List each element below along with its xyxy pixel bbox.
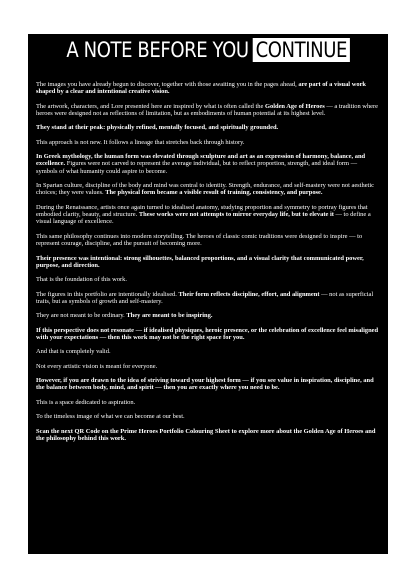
paragraph	[36, 139, 380, 146]
page-title	[53, 34, 363, 66]
text-run: The images you have already begun to discover, together with those awaiting you in the pages ahead,	[36, 81, 299, 88]
text-run: They are not meant to be ordinary.	[36, 312, 127, 320]
bold-text-run: The physical form became a visible result of training, consistency, and purpose.	[105, 189, 323, 197]
bold-text-run: are part of a visual work shaped by a clear and intentional creative vision.	[36, 81, 367, 96]
bold-text-run: Their presence was intentional: strong silhouettes, balanced proportions, and a visual clarity that communicated power, purpose, and direction.	[36, 254, 364, 269]
paragraph	[36, 312, 380, 319]
text-run: That is the foundation of this work.	[36, 276, 128, 284]
text-run: Figures were not carved to represent the average individual, but to reflect proportion, strength, and ideal form — symbols of what humanity could aspire to become.	[36, 160, 358, 175]
bold-text-run: They stand at their peak: physically refined, mentally focused, and spiritually grounded.	[36, 124, 279, 132]
paragraph	[36, 255, 380, 270]
paragraph	[36, 428, 380, 443]
text-run: This approach is not new. It follows a lineage that stretches back through history.	[36, 138, 245, 146]
paragraph	[36, 363, 380, 370]
paragraph	[36, 233, 380, 248]
text-run: And that is completely valid.	[36, 348, 111, 356]
bold-text-run: Their form reflects discipline, effort, and alignment	[178, 290, 320, 298]
title-highlight-text: CONTINUE	[253, 38, 350, 62]
text-run: — to define a visual language of excellence.	[36, 211, 371, 226]
title-main-text: A NOTE BEFORE YOU	[66, 38, 249, 62]
paragraph	[36, 81, 380, 96]
text-run: In Spartan culture, discipline of the body and mind was central to identity. Strength, endurance, and self-mastery were not aesthetic choices; they were values.	[36, 182, 374, 197]
text-run: This is a space dedicated to aspiration.	[36, 398, 136, 406]
bold-text-run: These works were not attempts to mirror everyday life, but to elevate it	[138, 211, 334, 219]
paragraph	[36, 182, 380, 197]
bold-text-run: Scan the next QR Code on the Prime Heroes Portfolio Colouring Sheet to explore more about the Golden Age of Heroes and the philosophy behind this work.	[36, 427, 376, 442]
bold-text-run: In Greek mythology, the human form was elevated through sculpture and art as an expression of harmony, balance, and excellence.	[36, 153, 366, 168]
bold-text-run: Golden Age of Heroes	[264, 102, 325, 110]
text-run: The figures in this portfolio are intentionally idealised.	[36, 290, 179, 298]
paragraph	[36, 276, 380, 283]
text-run: To the timeless image of what we can become at our best.	[36, 413, 185, 421]
paragraph	[36, 348, 380, 355]
paragraph	[36, 399, 380, 406]
text-run: This same philosophy continues into modern storytelling. The heroes of classic comic traditions were designed to inspire — to represent courage, discipline, and the pursuit of becoming more.	[36, 232, 363, 248]
text-run: Not every artistic vision is meant for everyone.	[36, 362, 158, 370]
text-run: During the Renaissance, artists once again turned to idealised anatomy, studying proportion and symmetry to portray figures that embodied clarity, beauty, and structure.	[36, 203, 368, 219]
paragraph	[36, 377, 380, 392]
paragraph	[36, 413, 380, 420]
note-page	[28, 34, 388, 554]
paragraph	[36, 204, 380, 226]
note-body	[36, 81, 380, 449]
paragraph	[36, 291, 380, 306]
paragraph	[36, 124, 380, 131]
text-run: — a tradition where heroes were designed not as reflections of limitation, but as embodiments of human potential at its highest level.	[36, 102, 379, 117]
text-run: The artwork, characters, and Lore presented here are inspired by what is often called the	[36, 102, 265, 110]
text-run: — not as superficial traits, but as symbols of growth and self-mastery.	[36, 290, 374, 305]
paragraph	[36, 153, 380, 175]
paragraph	[36, 327, 380, 342]
paragraph	[36, 103, 380, 118]
bold-text-run: If this perspective does not resonate — if idealised physiques, heroic presence, or the celebration of excellence feel misaligned with your expectations — then this work may not be the right space for you.	[36, 326, 379, 341]
bold-text-run: They are meant to be inspiring.	[126, 312, 213, 320]
bold-text-run: However, if you are drawn to the idea of striving toward your highest form — if you see value in inspiration, discipline, and the balance between body, mind, and spirit — then you are exactly where you need to be.	[36, 377, 374, 392]
